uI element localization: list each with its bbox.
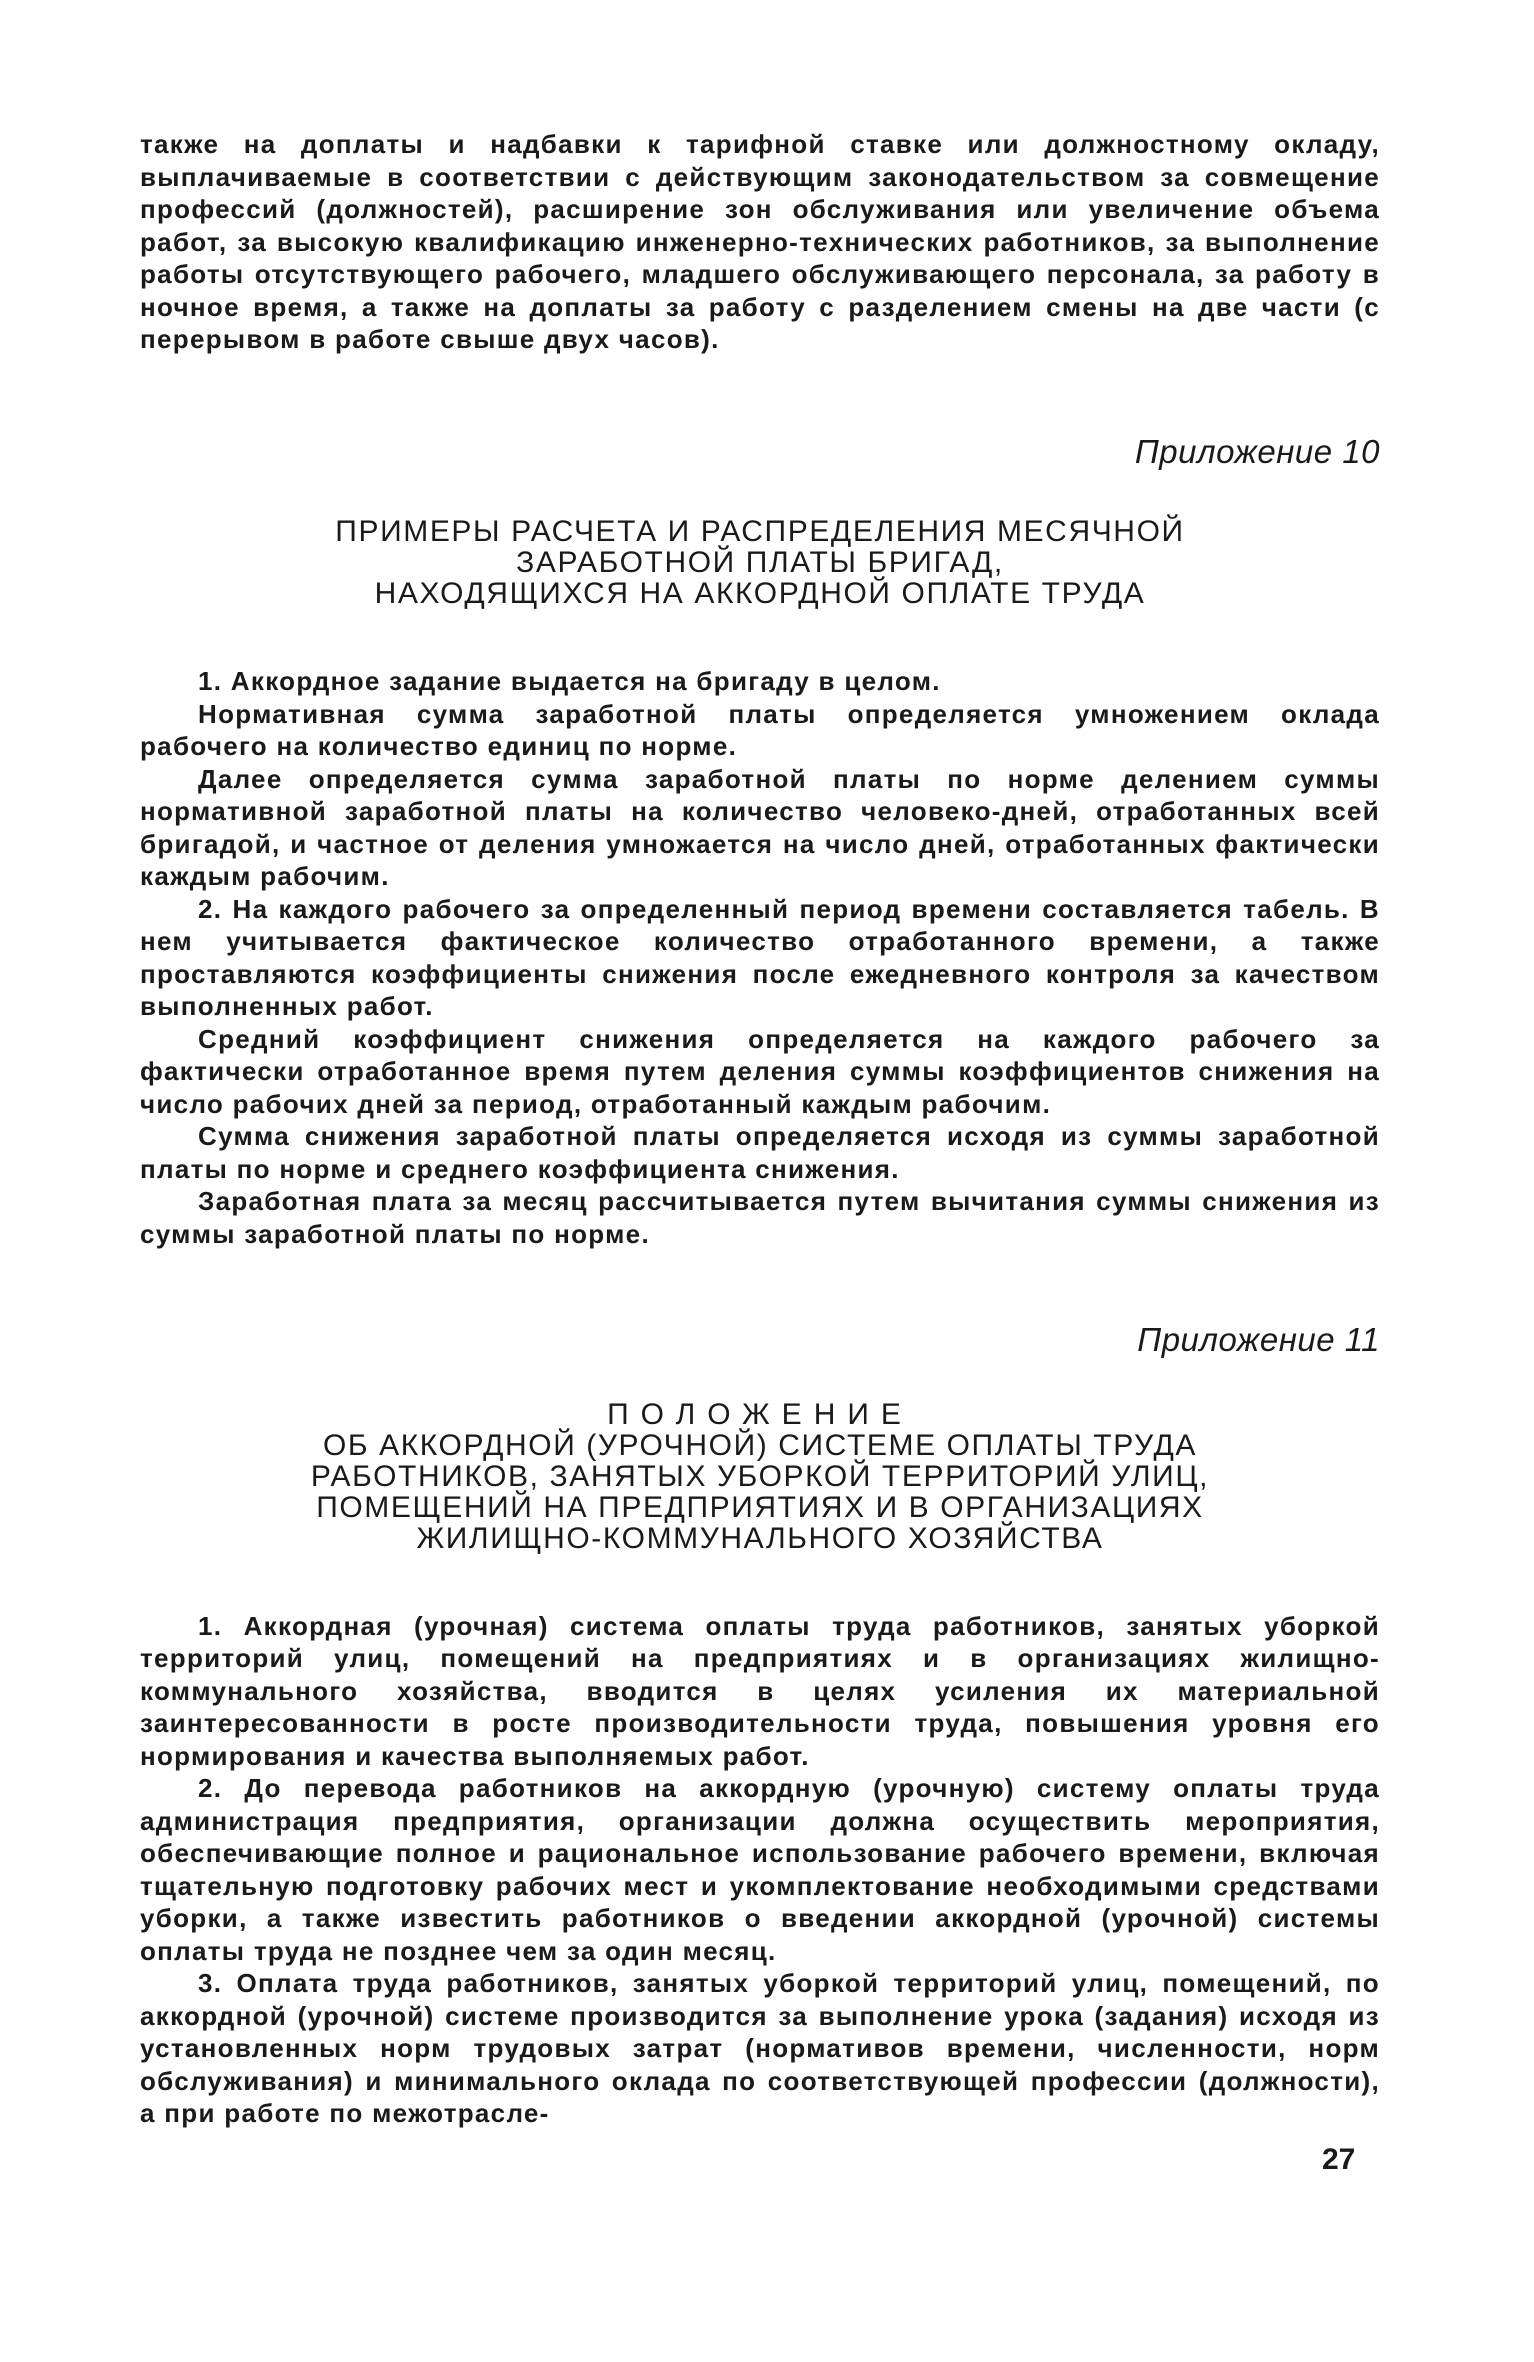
- appendix-10-paragraph: Нормативная сумма заработной платы определяется умножением оклада рабочего на количество единиц по норме.: [140, 698, 1380, 761]
- appendix-10-paragraph: 1. Аккордное задание выдается на бригаду в целом.: [198, 666, 941, 696]
- appendix-10-title: [140, 516, 1380, 609]
- appendix-10-paragraph: Средний коэффициент снижения определяется на каждого рабочего за фактически отработанное время путем деления суммы коэффициентов снижения на число рабочих дней за период, отработанный каждым рабочим.: [140, 1023, 1380, 1119]
- appendix-10-paragraph: Заработная плата за месяц рассчитывается путем вычитания суммы снижения из суммы заработной платы по норме.: [140, 1186, 1380, 1249]
- appendix-11-label: Приложение 11: [1137, 1321, 1380, 1358]
- appendix-10-paragraph: Сумма снижения заработной платы определяется исходя из суммы заработной платы по норме и среднего коэффициента снижения.: [140, 1121, 1380, 1184]
- regulation-word: ПОЛОЖЕНИЕ: [607, 1397, 913, 1431]
- title-line: ОБ АККОРДНОЙ (УРОЧНОЙ) СИСТЕМЕ ОПЛАТЫ ТРУДА: [322, 1428, 1198, 1462]
- title-line: ЖИЛИЩНО-КОММУНАЛЬНОГО ХОЗЯЙСТВА: [416, 1521, 1104, 1555]
- appendix-11-title: [140, 1399, 1380, 1554]
- page-number: 27: [1322, 2143, 1356, 2176]
- document-page: [140, 128, 1380, 2130]
- title-line: ПРИМЕРЫ РАСЧЕТА И РАСПРЕДЕЛЕНИЯ МЕСЯЧНОЙ: [335, 515, 1185, 548]
- appendix-11-paragraph: 2. До перевода работников на аккордную (урочную) систему оплаты труда администрация предприятия, организации должна осуществить мероприятия, обеспечивающие полное и рациональное использование рабочего времени, включая тщательную подготовку рабочих мест и укомплектование необходимыми средствами уборки, а также известить работников о введении аккордной (урочной) системы оплаты труда не позднее чем за один месяц.: [140, 1773, 1380, 1966]
- title-line: ЗАРАБОТНОЙ ПЛАТЫ БРИГАД,: [516, 546, 1004, 579]
- intro-paragraph: также на доплаты и надбавки к тарифной ставке или должностному окладу, выплачиваемые в соответствии с действующим законодательством за совмещение профессий (должностей), расширение зон обслуживания или увеличение объема работ, за высокую квалификацию инженерно-технических работников, за выполнение работы отсутствующего рабочего, младшего обслуживающего персонала, за работу в ночное время, а также на доплаты за работу с разделением смены на две части (с перерывом в работе свыше двух часов).: [140, 129, 1380, 354]
- title-line: РАБОТНИКОВ, ЗАНЯТЫХ УБОРКОЙ ТЕРРИТОРИЙ УЛИЦ,: [310, 1459, 1210, 1493]
- title-line: НАХОДЯЩИХСЯ НА АККОРДНОЙ ОПЛАТЕ ТРУДА: [374, 577, 1146, 610]
- appendix-11-paragraph: 3. Оплата труда работников, занятых уборкой территорий улиц, помещений, по аккордной (урочной) системе производится за выполнение урока (задания) исходя из установленных норм трудовых затрат (нормативов времени, численности, норм обслуживания) и минимального оклада по соответствующей профессии (должности), а при работе по межотрасле-: [140, 1968, 1380, 2128]
- appendix-10-paragraph: Далее определяется сумма заработной платы по норме делением суммы нормативной заработной платы на количество человеко-дней, отработанных всей бригадой, и частное от деления умножается на число дней, отработанных фактически каждым рабочим.: [140, 763, 1380, 891]
- title-line: ПОМЕЩЕНИЙ НА ПРЕДПРИЯТИЯХ И В ОРГАНИЗАЦИЯХ: [316, 1490, 1204, 1524]
- appendix-10-label: Приложение 10: [1134, 432, 1380, 470]
- appendix-10-paragraph: 2. На каждого рабочего за определенный период времени составляется табель. В нем учитывается фактическое количество отработанного времени, а также проставляются коэффициенты снижения после ежедневного контроля за качеством выполненных работ.: [140, 893, 1380, 1021]
- appendix-11-paragraph: 1. Аккордная (урочная) система оплаты труда работников, занятых уборкой территорий улиц, помещений на предприятиях и в организациях жилищно-коммунального хозяйства, вводится в целях усиления их материальной заинтересованности в росте производительности труда, повышения уровня его нормирования и качества выполняемых работ.: [140, 1610, 1380, 1771]
